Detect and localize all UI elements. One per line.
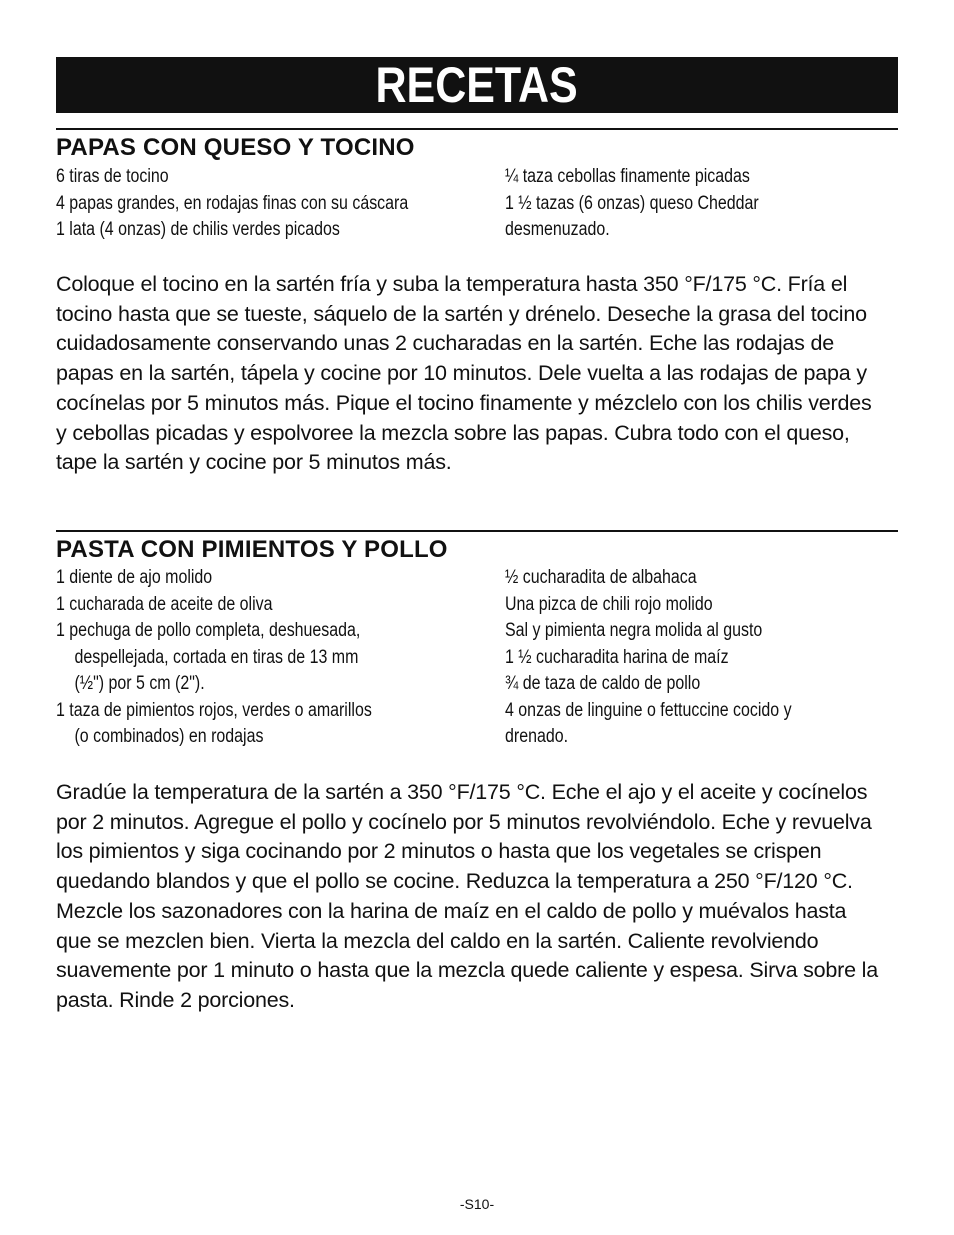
ingredient-item: (½") por 5 cm (2"). [74, 673, 205, 694]
ingredients-right-pasta [505, 565, 846, 751]
page-number: -S10- [459, 1196, 495, 1212]
ingredients-left-pasta [56, 565, 432, 751]
section-divider-1 [56, 128, 898, 130]
section-divider-2 [56, 530, 898, 532]
ingredient-item: 1 lata (4 onzas) de chilis verdes picados [56, 219, 340, 240]
ingredients-right-papas [505, 164, 807, 244]
directions-pasta: Gradúe la temperatura de la sartén a 350 °F/175 °C. Eche el ajo y el aceite y cocínelos por 2 minutos. Agregue el pollo y cocínelo por 5 minutos revolviéndolo. Eche y revuelva los pimientos y siga cocinando por 2 minutos o hasta que los vegetales se crispen quedando blandos y que el pollo se cocine. Reduzca la temperatura a 250 °F/120 °C. Mezcle los sazonadores con la harina de maíz en el caldo de pollo y muévalos hasta que se mezclen bien. Vierta la mezcla del caldo en la sartén. Caliente revolviendo suavemente por 1 minuto o hasta que la mezcla quede caliente y espesa. Sirva sobre la pasta. Rinde 2 porciones. [56, 780, 878, 1012]
ingredient-item: Una pizca de chili rojo molido [505, 593, 713, 615]
ingredient-item: ¼ taza cebollas finamente picadas [505, 166, 750, 187]
page-banner [56, 57, 898, 113]
ingredient-item: ¾ de taza de caldo de pollo [505, 673, 701, 694]
ingredient-item: despellejada, cortada en tiras de 13 mm [74, 646, 359, 668]
page-title: RECETAS [375, 57, 579, 113]
ingredient-item: (o combinados) en rodajas [74, 726, 264, 747]
ingredient-item: 1 taza de pimientos rojos, verdes o amarillos [56, 699, 372, 721]
ingredient-item: 4 papas grandes, en rodajas finas con su cáscara [56, 192, 409, 214]
ingredient-item: desmenuzado. [505, 219, 610, 240]
ingredient-item: 1 pechuga de pollo completa, deshuesada, [56, 620, 361, 641]
ingredients-left-papas [56, 164, 475, 244]
ingredient-item: 1 ½ cucharadita harina de maíz [505, 646, 729, 668]
ingredient-item: 1 diente de ajo molido [56, 567, 213, 588]
ingredient-item: 1 cucharada de aceite de oliva [56, 593, 273, 615]
recipe-title-pasta: PASTA CON PIMIENTOS Y POLLO [56, 536, 448, 563]
ingredient-item: 4 onzas de linguine o fettuccine cocido y [505, 699, 792, 721]
directions-papas: Coloque el tocino en la sartén fría y suba la temperatura hasta 350 °F/175 °C. Fría el tocino hasta que se tueste, sáquelo de la sartén y drénelo. Deseche la grasa del tocino cuidadosamente conservando unas 2 cucharadas en la sartén. Eche las rodajas de papas en la sartén, tápela y cocine por 10 minutos. Dele vuelta a las rodajas de papa y cocínelas por 5 minutos más. Pique el tocino finamente y mézclelo con los chilis verdes y cebollas picadas y espolvoree la mezcla sobre las papas. Cubra todo con el queso, tape la sartén y cocine por 5 minutos más. [56, 272, 872, 475]
recipe-title-papas: PAPAS CON QUESO Y TOCINO [56, 134, 415, 161]
ingredient-item: drenado. [505, 726, 569, 747]
ingredient-item: 6 tiras de tocino [56, 166, 169, 187]
ingredient-item: ½ cucharadita de albahaca [505, 567, 697, 588]
ingredient-item: 1 ½ tazas (6 onzas) queso Cheddar [505, 192, 759, 214]
ingredient-item: Sal y pimienta negra molida al gusto [505, 620, 763, 641]
